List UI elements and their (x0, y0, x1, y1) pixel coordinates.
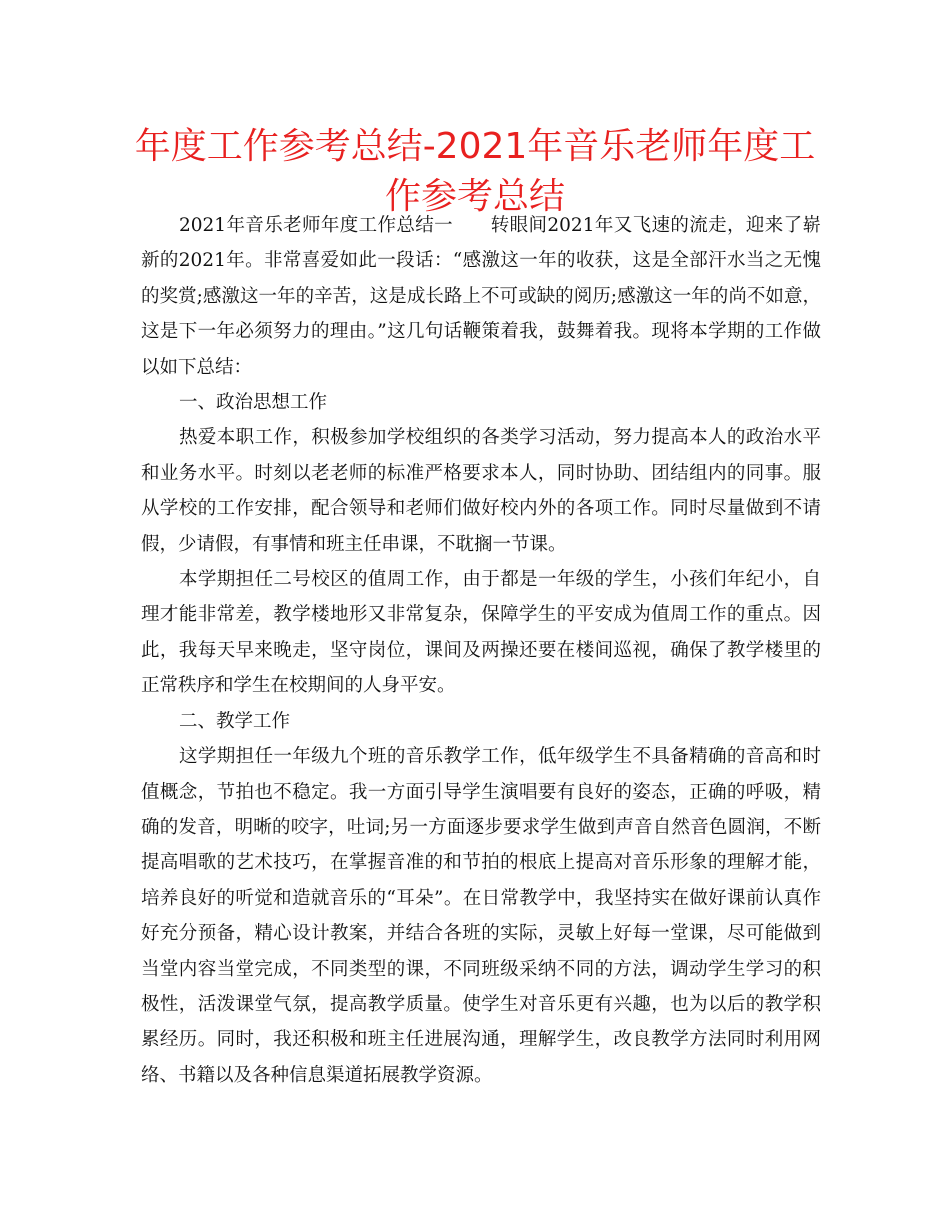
paragraph-intro: 2021年音乐老师年度工作总结一 转眼间2021年又飞速的流走，迎来了崭新的2021年。非常喜爱如此一段话：“感激这一年的收获，这是全部汗水当之无愧的奖赏;感激这一年的辛苦，这是成长路上不可或缺的阅历;感激这一年的尚不如意，这是下一年必须努力的理由。”这几句话鞭策着我，鼓舞着我。现将本学期的工作做以如下总结： (141, 215, 821, 378)
section-heading-political: 一、政治思想工作 (179, 392, 328, 414)
section-heading-teaching: 二、教学工作 (179, 710, 291, 732)
paragraph-political-work: 热爱本职工作，积极参加学校组织的各类学习活动，努力提高本人的政治水平和业务水平。时刻以老老师的标准严格要求本人，同时协助、团结组内的同事。服从学校的工作安排，配合领导和老师们做好校内外的各项工作。同时尽量做到不请假，少请假，有事情和班主任串课，不耽搁一节课。 (141, 427, 821, 555)
paragraph-teaching-work: 这学期担任一年级九个班的音乐教学工作，低年级学生不具备精确的音高和时值概念，节拍也不稳定。我一方面引导学生演唱要有良好的姿态，正确的呼吸，精确的发音，明晰的咬字，吐词;另一方面逐步要求学生做到声音自然音色圆润，不断提高唱歌的艺术技巧，在掌握音准的和节拍的根底上提高对音乐形象的理解才能，培养良好的听觉和造就音乐的“耳朵”。在日常教学中，我坚持实在做好课前认真作好充分预备，精心设计教案，并结合各班的实际，灵敏上好每一堂课，尽可能做到当堂内容当堂完成，不同类型的课，不同班级采纳不同的方法，调动学生学习的积极性，活泼课堂气氛，提高教学质量。使学生对音乐更有兴趣，也为以后的教学积累经历。同时，我还积极和班主任进展沟通，理解学生，改良教学方法同时利用网络、书籍以及各种信息渠道拓展教学资源。 (141, 746, 821, 1086)
paragraph-duty-week: 本学期担任二号校区的值周工作，由于都是一年级的学生，小孩们年纪小，自理才能非常差，教学楼地形又非常复杂，保障学生的平安成为值周工作的重点。因此，我每天早来晚走，坚守岗位，课间及两操还要在楼间巡视，确保了教学楼里的正常秩序和学生在校期间的人身平安。 (141, 569, 821, 697)
document-body (141, 208, 821, 1093)
document-title: 年度工作参考总结-2021年音乐老师年度工作参考总结 (134, 126, 816, 217)
